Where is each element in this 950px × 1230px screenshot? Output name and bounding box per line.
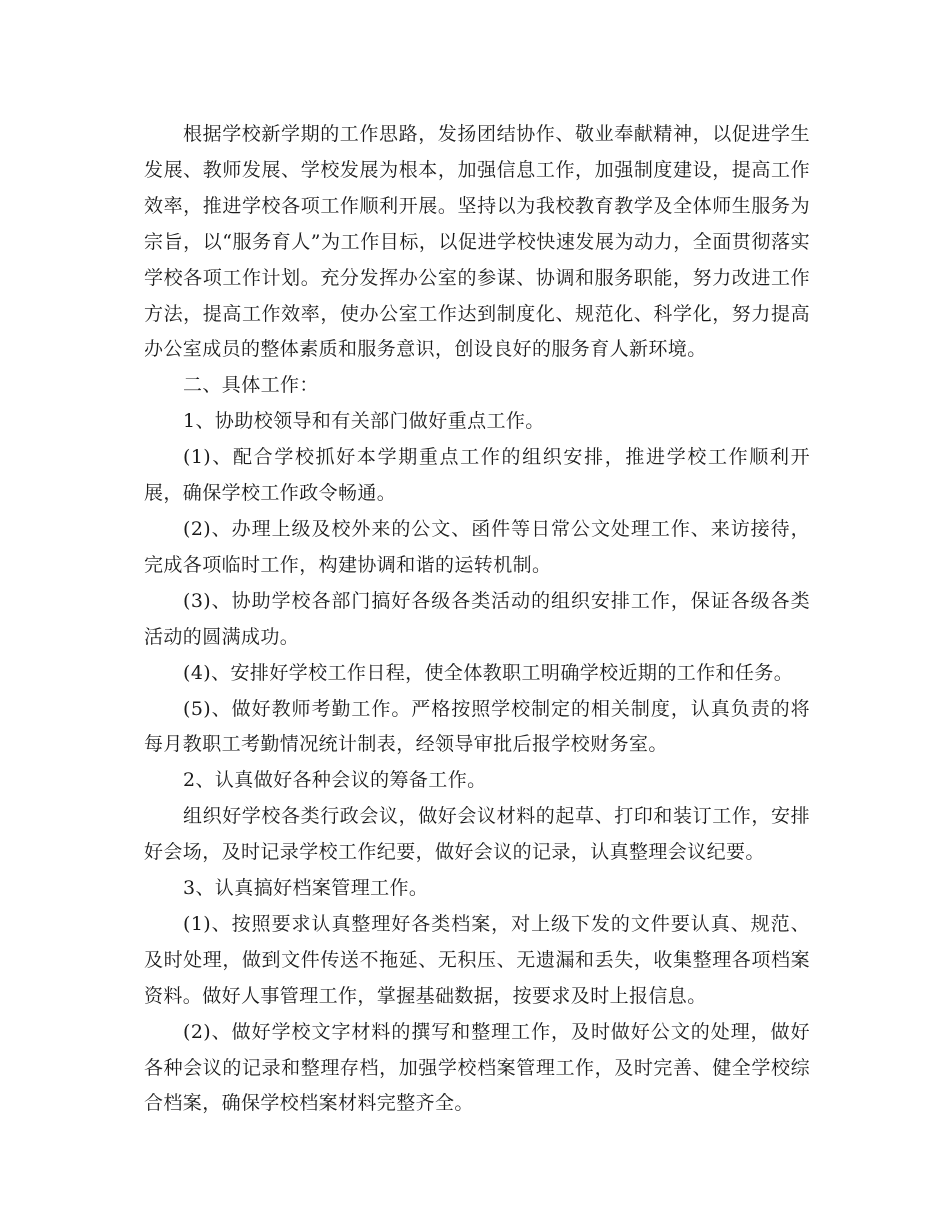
- paragraph-item-1-2: (2)、办理上级及校外来的公文、函件等日常公文处理工作、来访接待，完成各项临时工作，构建协调和谐的运转机制。: [144, 517, 810, 576]
- paragraph-item-1-4: (4)、安排好学校工作日程，使全体教职工明确学校近期的工作和任务。: [183, 661, 794, 684]
- document-body: [144, 117, 810, 1122]
- paragraph-item-1-5: (5)、做好教师考勤工作。严格按照学校制定的相关制度，认真负责的将每月教职工考勤情况统计制表，经领导审批后报学校财务室。: [144, 697, 810, 756]
- paragraph-item-3-1: (1)、按照要求认真整理好各类档案，对上级下发的文件要认真、规范、及时处理，做到文件传送不拖延、无积压、无遗漏和丢失，收集整理各项档案资料。做好人事管理工作，掌握基础数据，按要求及时上报信息。: [144, 912, 810, 1007]
- heading-item-3: 3、认真搞好档案管理工作。: [183, 877, 429, 900]
- heading-item-1: 1、协助校领导和有关部门做好重点工作。: [183, 410, 545, 433]
- paragraph-item-2: 组织好学校各类行政会议，做好会议材料的起草、打印和装订工作，安排好会场，及时记录学校工作纪要，做好会议的记录，认真整理会议纪要。: [144, 805, 810, 864]
- paragraph-item-1-1: (1)、配合学校抓好本学期重点工作的组织安排，推进学校工作顺利开展，确保学校工作政令畅通。: [144, 446, 810, 505]
- paragraph-item-1-3: (3)、协助学校各部门搞好各级各类活动的组织安排工作，保证各级各类活动的圆满成功。: [144, 589, 810, 648]
- heading-item-2: 2、认真做好各种会议的筹备工作。: [183, 769, 487, 792]
- paragraph-intro: 根据学校新学期的工作思路，发扬团结协作、敬业奉献精神，以促进学生发展、教师发展、学校发展为根本，加强信息工作，加强制度建设，提高工作效率，推进学校各项工作顺利开展。坚持以为我校教育教学及全体师生服务为宗旨，以“服务育人”为工作目标，以促进学校快速发展为动力，全面贯彻落实学校各项工作计划。充分发挥办公室的参谋、协调和服务职能，努力改进工作方法，提高工作效率，使办公室工作达到制度化、规范化、科学化，努力提高办公室成员的整体素质和服务意识，创设良好的服务育人新环境。: [144, 123, 810, 361]
- paragraph-item-3-2: (2)、做好学校文字材料的撰写和整理工作，及时做好公文的处理，做好各种会议的记录和整理存档，加强学校档案管理工作，及时完善、健全学校综合档案，确保学校档案材料完整齐全。: [144, 1020, 810, 1115]
- heading-section-two: 二、具体工作：: [183, 374, 319, 397]
